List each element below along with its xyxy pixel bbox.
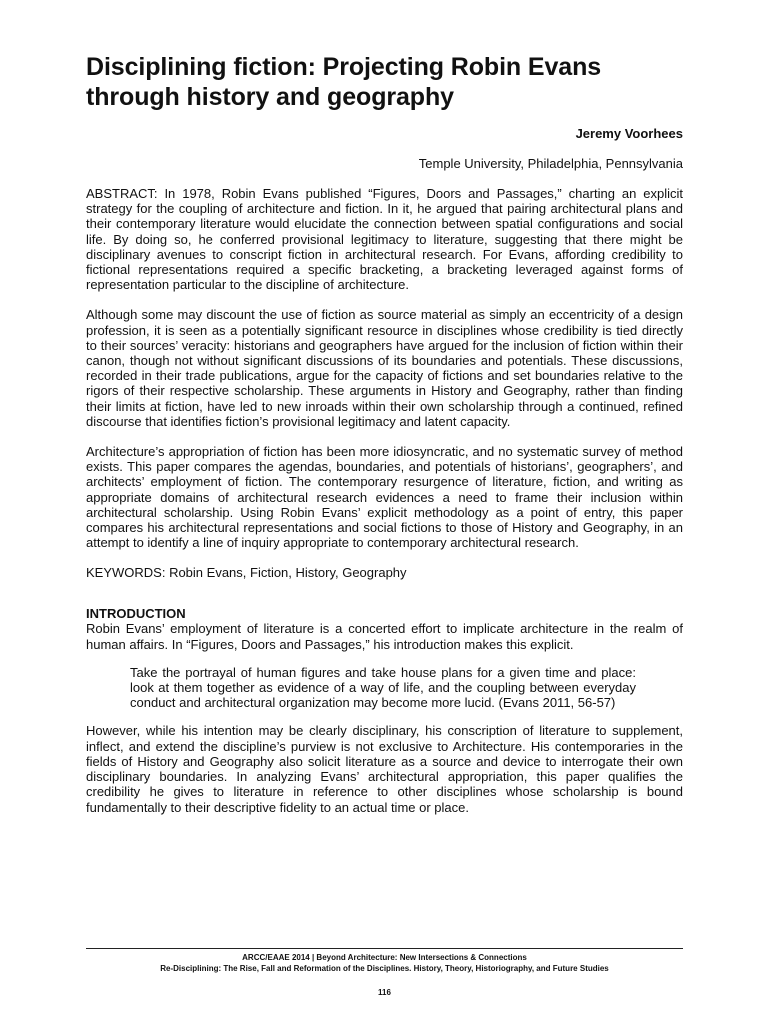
footer-conference-line: ARCC/EAAE 2014 | Beyond Architecture: New Intersections & Connections [242,953,527,962]
paper-title: Disciplining fiction: Projecting Robin Evans through history and geography [86,53,602,111]
author-affiliation: Temple University, Philadelphia, Pennsylvania [418,156,683,171]
introduction-paragraph: Robin Evans’ employment of literature is a concerted effort to implicate architecture in the realm of human affairs. In “Figures, Doors and Passages,” his introduction makes this explicit. [86,621,683,652]
body-paragraph-2: Although some may discount the use of fiction as source material as simply an eccentricity of a design profession, it is seen as a potentially significant resource in disciplines whose credibility is tied directly to their sources’ veracity: historians and geographers have argued for the inclusion of fiction within their canon, though not without significant discussions of its boundaries and potentials. These discussions, recorded in their trade publications, argue for the capacity of fictions and set boundaries relative to the rigors of their respective scholarship. These arguments in History and Geography, rather than finding their limits at fiction, have led to new inroads within their own scholarship through a continued, refined discourse that identifies fiction’s provisional legitimacy and latent capacity. [86,307,683,429]
evans-block-quote: Take the portrayal of human figures and take house plans for a given time and place: look at them together as evidence of a way of life, and the coupling between everyday conduct and architectural organization may become more lucid. (Evans 2011, 56-57) [130,664,636,711]
page-number: 116 [378,988,391,997]
author-name: Jeremy Voorhees [575,126,683,141]
footer-theme-line: Re-Disciplining: The Rise, Fall and Reformation of the Disciplines. History, Theory, Historiography, and Future Studies [160,964,609,973]
keywords-line: KEYWORDS: Robin Evans, Fiction, History, Geography [86,565,407,581]
closing-paragraph: However, while his intention may be clearly disciplinary, his conscription of literature to supplement, inflect, and extend the discipline’s purview is not exclusive to Architecture. His contemporaries in the fields of History and Geography also solicit literature as a source and device to interrogate their own disciplinary boundaries. In analyzing Evans’ architectural appropriation, this paper qualifies the credibility he gives to literature in reference to other disciplines whose scholarship is bound fundamentally to their descriptive fidelity to an actual time or place. [86,723,683,815]
introduction-heading: INTRODUCTION [86,606,186,622]
paper-page [86,52,683,830]
abstract-paragraph: ABSTRACT: In 1978, Robin Evans published “Figures, Doors and Passages,” charting an explicit strategy for the coupling of architecture and fiction. In it, he argued that pairing architectural plans and their contemporary literature would elucidate the connection between spatial configurations and social life. By doing so, he conferred provisional legitimacy to literature, suggesting that there might be disciplinary avenues to conscript fiction in architectural research. For Evans, affording credibility to fictional representations required a specific bracketing, a bracketing leveraged against forms of representation particular to the discipline of architecture. [86,186,683,293]
conference-footer [86,948,683,974]
body-paragraph-3: Architecture’s appropriation of fiction has been more idiosyncratic, and no systematic survey of method exists. This paper compares the agendas, boundaries, and potentials of historians’, geographers’, and architects’ employment of fiction. The contemporary resurgence of literature, fiction, and writing as appropriate domains of architectural research evidences a need to frame their inclusion within architectural scholarship. Using Robin Evans’ explicit methodology as a point of entry, this paper compares his architectural representations and social fictions to those of History and Geography, in an attempt to identify a line of inquiry appropriate to contemporary architectural research. [86,444,683,551]
